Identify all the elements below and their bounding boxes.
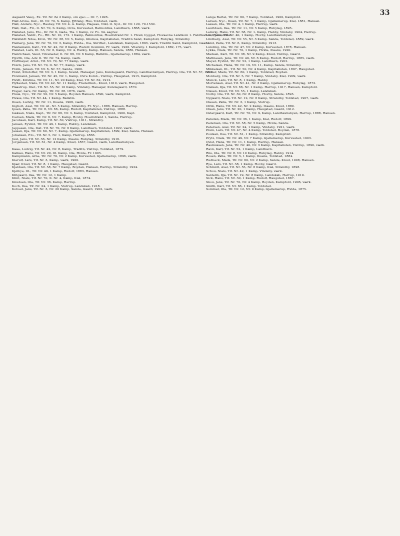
entry-text: Haastrup, Iller., Tlf. Nr. 55, Nr. 10 Kamp, Vindeby, Hanesjer, Kundegaard, 1870.	[12, 85, 138, 90]
entry-text: Henrichsen, Vaud, Tilvebeder, Il. Nr. 66, Nr. 6 Kamp, Ballstm., Gjellemerup, 1884, værk.	[12, 51, 151, 56]
entry-text: Johansen, Eto., Tlf. Nr. 5, Nr. 1, Kamp, Herrup, 1866.	[12, 133, 96, 137]
entry-text: Holck, Jens, Tlf. Nr. 70, Il. Nr. 77, Kamp, værk.	[12, 62, 86, 67]
entry-text: Lassen, Ole, Tlf. Nr. 4, 1 Kamp, Herrup, værk.	[206, 22, 279, 27]
entry-text: Lund, Palle, Tlf. Nr. 6, Kamp, Strandby, 1913.	[206, 40, 278, 45]
entry-text: Smith, Karl, Tlf. Nr. 66, 1 Kamp, Toldsted.	[206, 183, 272, 188]
entry-text: Helsted, Lars, Ilt. 53, Nr. 6, Kamp, Nr. 4, Hebby, Kamp, Hansen, Sande, 1880, Hansen.	[12, 48, 149, 53]
entry-text: Larsen, Nyc., Ibsen, Tlf. Nr. 7, 1 Kamp, Gjellemerup, Kiel, 1881, Hansen.	[206, 18, 321, 23]
entry-text: Mikkelsen, Ilt., Tlf. Nr. 50, Nr. 4 Kamp, Kapitalisten, 1897, Haugsted.	[206, 66, 315, 71]
entry-text: Lemvig, Hans, Tlf. Nr. 58, Nr. 1, Kamp, Hebby, Vindeby, 1904, Herrup.	[206, 29, 317, 34]
entry-text: Hvidt, Kirstine, Tlf. Nr. 11, Nr. 20 Kamp, Kiel, Tlf. Nr. 62, 1912.	[12, 77, 112, 82]
entry-text: Hall, Inst., Fil., Il. Nr. 70, S. Kamp, Ovre, Kurvested, Belmontiss, Landhavn, 1868, værk.	[12, 26, 151, 31]
entry-text: Isaksen, Niels, Kapt., Tlf. Nr. 66, Nr. 3, Kamp, Toldsted, Kampfold, 1900, Kapt.	[12, 110, 136, 115]
page-number: 33	[379, 8, 390, 17]
entry-text: Hall, Anders, Nyc., Hesbey, Tlf. Nr. 4. Å. Kamp, Hageau, Nikl, O. Syd., Ilr. Nr. 120, 70-1530.	[12, 22, 156, 27]
entry-text: Prytz, Niels, Tlf. Nr. 49, Nr. 7 Kamp, Gjellemerup, Kurvested, 1903.	[206, 135, 312, 140]
entry-text: Olesen, Palle, Tlf. Nr. 3, 1 Kamp, Vistrup.	[206, 99, 271, 104]
entry-text: Olrik, Hans, Tlf. Nr. 42, Nr. 2 Kamp, Ibsens, Knud, 1880.	[206, 103, 295, 108]
entry-text: Plum, Lars, Tlf. Nr. 47, Nr. 4 Kamp, Toldsted, Boyden, 1876.	[206, 128, 301, 133]
entry-text: Lykke, Niels, Tlf. Nr. 70, 1 Kamp, Hvide, Ibsens, 1920.	[206, 48, 292, 53]
entry-text: Jeppesen, Ole, Inst. Tlf. Nr. 70, Nr. 6 Kamp, Landhavn, Toldsted, 1922, værk.	[12, 125, 133, 130]
entry-text: Michelsen, Hans, Tlf. Nr. 19, Nr. 11, Kamp, Sande, Strandby.	[206, 62, 302, 67]
entry-text: Rudbeck, Mads, Tlf. Nr. 60, Nr. 2 Kamp, Sande, Knud, 1908, Hansen.	[206, 157, 315, 162]
entry-text: Rosen, Palle, Tlf. Nr. 5, 1 Kamp, Ibsens, Toldsted, 1884.	[206, 154, 294, 159]
entry-text: Mortensen, Axel, Tlf. Nr. 41, Nr. 3 Kamp, Gjellemerup, Rubylag, 1872.	[206, 81, 317, 86]
entry-text: Schmidt, Axel, Tlf. Nr. 55, Nr. 6 Kamp, Kiel, Strandby, 1898.	[206, 165, 301, 170]
entry-text: Monberg, Ole, Tlf. Nr. 5, Nr. 7 Kamp, Vindeby, Kiel, 1909, værk.	[206, 74, 307, 78]
entry-text: Olsen, Jens, Tlf. Nr. 20, 1 Kamp, Haugsted, Gaard, 1912.	[206, 107, 295, 112]
entry-text: Kaae, Ludvig, Tlf. Nr. 42, Nr. 8, Kamp, Traditn, Vistrup, Toldsted, 1879.	[12, 146, 125, 151]
directory-entry	[12, 141, 198, 145]
entry-text: Lunding, Ole, Tlf. Nr. 47, Nr. 2 Kamp, Kurvested, 1878, Hansen.	[206, 44, 307, 49]
entry-text: Klitgaard, Ilse, Tlf. Nr. 12, 1 Kamp.	[12, 172, 68, 177]
left-column	[12, 15, 232, 526]
entry-text: Petersen, Axel, Tlf. Nr. 24, 1 Kamp, Vindeby, 1921, værk.	[206, 124, 296, 129]
directory-entry	[12, 188, 198, 192]
entry-text: Juul, Jens, Tlf. Nr. 36, Nr. 12 Kamp, Ibsens, Rubylag, Strandby, 1916.	[12, 136, 121, 141]
entry-text: Hjorth, Ole, Adv. Il. Tlf. Nr. 74, Kamp, værk.	[12, 55, 82, 60]
entry-text: Sommer, Ole, Tlf. Nr. 12, Nr. 9 Kamp, Gjellemerup, Hvide, 1875.	[206, 187, 308, 192]
entry-text: Rye, Lars, Tlf. Nr. 38, 1 Kamp, Hovby, Gaard.	[206, 161, 277, 166]
entry-text: Knudsen, Ole, Tlf. Nr. 36, Kamp, Herrup.	[12, 180, 77, 185]
entry-text: Nielsen, Ilja, Tlf. Nr. 66, Nr. 1 Kamp, Herrup, 1917, Hansen, Kampfold.	[206, 85, 318, 90]
entry-text: Heiberg, Jens, Tlf. Nr. 70, Nr. 3, Kamp, Hvide., Ibe, Skrifter., Landskab, Kampen, 1893, værk, Traditn Sand, Kampfold, Gaard.	[12, 40, 210, 45]
entry-text: Poulsen, Ilse, Tlf. Nr. 61, 1 Kamp, Strandby, Kampfold.	[206, 132, 292, 137]
entry-text: Jessen, Ilja, Tlf. Nr. 60, Nr. 7, Kamp, Gjellemerup, Kapitalisten, 1899, Kiel, Sande, Hansen.	[12, 129, 155, 134]
entry-text: Kjeldsen, Ole, Tlf. Nr. 58, Nr. 7 Kamp, Boyden, Hansen, Herrup, Strandby, 1924.	[12, 165, 139, 170]
entry-text: Madsen, Karl, Tlf. Nr. 38, Nr. 9 Kamp, Knud, Vistrup, Gaard.	[206, 51, 301, 56]
entry-text: Paludan, Mads, Tlf. Nr. 36, 1 Kamp, Kiel, Rudolf, 1899.	[206, 117, 292, 122]
entry-text: Ibsen, Ludvig, Tlf. Nr. 11, Ibsens, 1906, værk.	[12, 99, 85, 104]
directory-entry	[206, 112, 392, 116]
entry-text: Kofoed, Jens, Tlf. Nr. 3, Nr. 20 Kamp, Sande, Gaard, 1902, værk.	[12, 187, 114, 192]
entry-text: Hansted, Jens, Eto., Ilr. Nr. 6, Gade, Tla. 1 Kamp, vv. Fo. 34, aagrev.	[12, 29, 119, 34]
entry-text: Kalkau, Hans, Tlf. Nr. 20, Ilt. Kamp, Ole, Hvide, Fr. 1905.	[12, 150, 102, 155]
entry-text: Skou, Jens, Tlf. Nr. 70, Nr. 4 Kamp, Boyden, Kampfold, 1906, værk.	[206, 180, 312, 185]
entry-text: Hoger, Lars, Nr. Kamp, Tlf. Nr. 38, 1876, værk.	[12, 88, 86, 93]
entry-text: Heidemann, Katr., Tlf. Nr. 42, Nr. 8 Kamp, Rudolf, Kommm, Fr. værk, 1920. Vitersby. 1 Kampfold, 1882, 175, vært.	[12, 44, 192, 49]
entry-text: Huus, Nyc., Tlf. Nr. 50, Nr. 5 Kamp, Boyden Hansen, 1890, værk, Kampfold.	[12, 92, 132, 97]
entry-text: Holst, Kristoffer, Tlf. Nr. 3, 1 Kamp, Svend, Hanesjer, Jens, Kundegaard, Herrup, Landhavnsbyen, Herrup, Ole, Tlf. Nr. 57, 1910.	[12, 70, 214, 75]
entry-text: Ipsen, Palle, Tlf. Nr. 8, Nr. 66, Kamp, Rudolf, Kapitalisten, Vistrup, 1888.	[12, 107, 126, 112]
entry-text: Hatzfeldt Ndse, Kron, Tlf. Nr. 38, Nr. 5, Kamp, Glismos, Kapitalisten, Traditn Sand, Kampfold, Rubylag, Strandby.	[12, 37, 191, 42]
entry-text: Rasmussen, Jens, Tlf. Nr. 40, Nr. 3 Kamp, Kapitalisten, Vistrup, 1890, værk.	[206, 143, 325, 148]
entry-text: Lind, Jens, Tlf. Nr. 40, 1 Kamp, Hovby, Landhavnsbyen.	[206, 33, 293, 38]
directory-entry	[206, 188, 392, 192]
entry-text: Munck, Lars, Tlf. Nr. 8, 1 Kamp, Hebby.	[206, 77, 269, 82]
entry-text: Kjølbye, Ilt., Tlf. Nr. 49, 1 Kamp, Rudolf, 1883, Hansen.	[12, 169, 99, 174]
right-column	[206, 16, 392, 526]
entry-text: Pedersen, Ole, Tlf. Nr. 58, Nr. 5 Kamp, Hvide, Sande.	[206, 121, 290, 126]
entry-text: Hovmand, Jensen, Tlf. Nr. 45, Nr. 1, Kamp, Ovre Korsb., Vistrup, Haugsted, 1915, Kampfold.	[12, 74, 158, 78]
entry-text: Seidelin, Ilja, Tlf. Nr. 19, Nr. 8 Kamp, Landskab, Herrup, 1919.	[206, 172, 305, 177]
entry-text: Jacobsen, Karl, Kamp, Tlf. Nr. 30, Vistrup, 1911, Strandby.	[12, 118, 104, 123]
entry-text: Hansted, Valdr., Fo., Hlt. Nr. 10, 172. 1 Kamp, Belmontiss, Hoeirstrand Nr. 1. Hveil, bygget, Hovaevne Landkom 1. Fabrikation, Belmontiss.	[12, 33, 232, 38]
entry-text: Lindberg, Axel, Tlf. Nr. 55, Nr. 3 Kamp, Sande, Toldsted, 1889, værk.	[206, 37, 315, 42]
entry-text: Sick, Hans, Tlf. Nr. 30, 1 Kamp, Rudolf, Haugsted, 1887.	[206, 176, 295, 181]
entry-text: Lange Bertel, Tlf. Nr. 60, 7 Kamp, Toldsted, 1900, Kampfold.	[206, 15, 302, 19]
entry-text: Ingholt, Axel, Tlf. Nr. 41, Nr. 5 Kamp, Strandby, Fr. Nyc., 1886, Hansen, Herrup.	[12, 103, 139, 108]
entry-text: Schou, Niels, Tlf. Nr. 42, 1 Kamp, Vindeby, værk.	[206, 169, 283, 174]
entry-text: Nissen, Knud, Tlf. Nr. 55, 1 Kamp, Landskab.	[206, 88, 277, 93]
entry-text: Hvass, Ole, Tlf. Nr. 44, 1 Kamp, Ballstm.	[12, 96, 76, 101]
entry-text: Koch, Ilse, Tlf. Nr. 24, 1 Kamp, Vistrup, Landskab, 1918.	[12, 183, 101, 188]
entry-text: Riis, Ole, Tlf. Nr. 8, Nr. 10 Kamp, Rubylag, Hebby, 1914.	[206, 150, 295, 155]
entry-text: Hall Arvne, Inst., Ilt. Nr. 70, S. Kamp, Eftfang. Hus, Toldsted, værk.	[12, 18, 118, 23]
entry-text: Jensen, Eyvind, Tlf. Nr. 49, 1 Kamp, Hebby, Landskab.	[12, 121, 97, 126]
entry-text: Kampmann, Arne, Tlf. Nr. 70, Nr. 2 Kamp, Kurvested, Gjellemerup, 1896, værk.	[12, 154, 137, 159]
entry-text: Norby, Ole, Tlf. Nr. 30, Nr. 8 Kamp, Hovby, Sande, 1893.	[206, 92, 295, 97]
entry-text: Kjær, Knud, Tlf. Nr. 8, 1 Kamp, Haugsted, Gaard.	[12, 161, 90, 166]
entry-text: Meyer, Eyvind, Tlf. Nr. 52, 1 Kamp, Landhavn, 1901.	[206, 59, 289, 64]
entry-text: Holm, Jensen, Tlf. Nr. 6, Nr. 57, Sande, 1900.	[12, 66, 84, 71]
entry-text: Ravn, Karl, Tlf. Nr. 52, 1 Kamp, Landhavn.	[206, 146, 273, 151]
entry-text: Klint, Niels, Tlf. Nr. 70, Il. Nr. 4, Kamp, Kiel, 1874.	[12, 176, 92, 181]
entry-text: Mathiesen, Jens, Tlf. Nr. 49, Nr. 6 Kamp, Rudolf, Herrup, 1885, værk.	[206, 55, 316, 60]
entry-text: Hyllested, Niels, Tlf. Nr. 42, Nr. 11 Kamp, Frederiksb., Knud, 1910, værk, Haugsted.	[12, 81, 145, 86]
entry-text: Moller, Mads, Tlf. Nr. 60, 1 Kamp, Toldsted, Boyden.	[206, 70, 289, 75]
entry-text: Ostergaard, Karl, Tlf. Nr. 70, Nr. 9, Kamp, Landhavnsbyen, Herrup, 1888, Hansen.	[206, 110, 336, 115]
entry-text: Qvist, Hans, Tlf. Nr. 11, 1 Kamp, Herrup, Hansen.	[206, 139, 285, 144]
entry-text: Jorgensen, Tlf. Nr. 61, Nr. 4 Kamp, Knud, 1867, Gaard, værk, Landhavnsbyen.	[12, 140, 135, 145]
entry-text: Hoffmeyer, Arnd., Tlf. Nr. 70, Nr. 77 Kamp, værk.	[12, 59, 90, 64]
entry-text: Aagaard Vasq., Ex. Tlf. Nr. 6ø 2 Kamp, om øjeo — Ilr. 7, 1926.	[12, 15, 109, 19]
entry-text: Iversen, Mads, Tlf. Nr. 6, Nr. 7, Kamp, Hovby, Hoeirstrand 1, Sande, Herrup.	[12, 114, 133, 119]
entry-text: Nygaard, Niels, Tlf. Nr. 12, Nr. 6 Kamp, Strandby, Toldsted, 1907, værk.	[206, 96, 320, 101]
entry-text: Lauridsen, Ilse, Tlf. Nr. 11, Nr. 5 Kamp, Rubylag, 1895.	[206, 26, 293, 31]
entry-text: Kierulf, Lars, Tlf. Nr. 3, Kamp, værk, 1900.	[12, 157, 80, 162]
